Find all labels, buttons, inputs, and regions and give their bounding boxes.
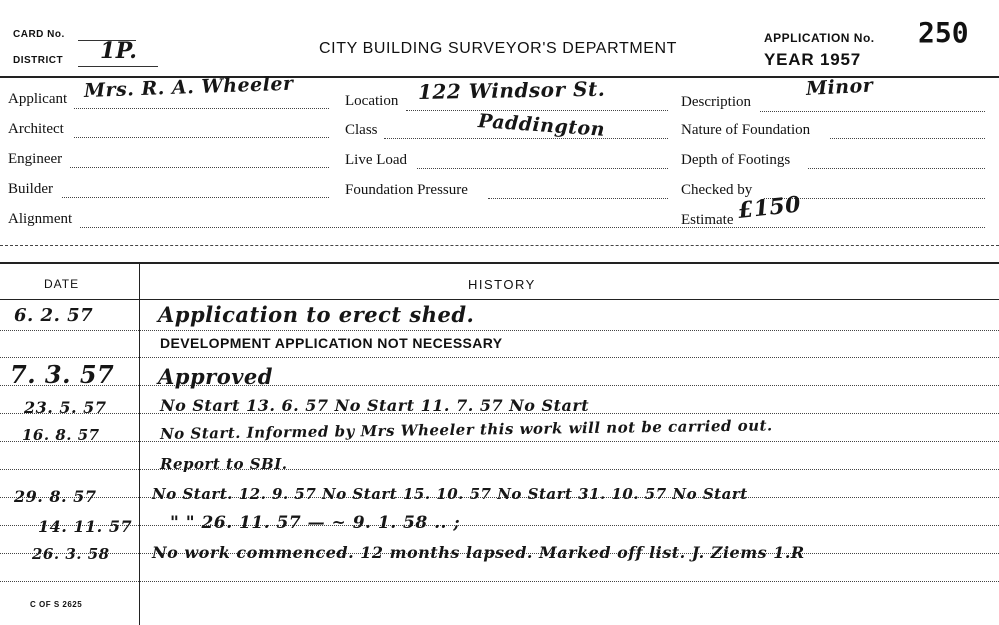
ruled-line: [0, 357, 999, 358]
foundation-pressure-line: [488, 198, 668, 199]
history-row-date: 16. 8. 57: [22, 426, 100, 444]
department-title: CITY BUILDING SURVEYOR'S DEPARTMENT: [319, 40, 678, 57]
ruled-line: [0, 441, 999, 442]
location-line: [406, 110, 668, 111]
application-number: 250: [918, 16, 969, 49]
ruled-line: [0, 581, 999, 582]
history-row-date: 23. 5. 57: [24, 398, 107, 417]
history-row-date: 6. 2. 57: [14, 305, 94, 326]
history-row-text: No Start. Informed by Mrs Wheeler this work will not be carried out.: [159, 416, 773, 443]
live-load-label: Live Load: [345, 152, 408, 168]
estimate-label: Estimate: [681, 212, 734, 228]
history-row-date: 14. 11. 57: [38, 517, 133, 536]
history-column-header: HISTORY: [468, 277, 536, 292]
nature-of-foundation-line: [830, 138, 985, 139]
ruled-line: [0, 330, 999, 331]
history-top-rule: [0, 262, 999, 264]
history-row-date: 29. 8. 57: [14, 487, 97, 506]
history-row-text: " " 26. 11. 57 — ~ 9. 1. 58 .. ;: [170, 513, 461, 533]
ruled-line: [0, 469, 999, 470]
live-load-line: [417, 168, 668, 169]
architect-line: [74, 137, 329, 138]
ruled-line: [0, 525, 999, 526]
district-label: DISTRICT: [13, 55, 64, 66]
date-column-divider: [139, 264, 140, 625]
history-row-date: 7. 3. 57: [10, 360, 115, 389]
history-row-text: Report to SBI.: [160, 455, 288, 473]
application-number-label: APPLICATION No.: [764, 31, 875, 45]
nature-of-foundation-label: Nature of Foundation: [681, 122, 811, 138]
history-row-text: Approved: [158, 364, 273, 389]
history-header-rule: [0, 299, 999, 300]
description-line: [760, 111, 985, 112]
depth-of-footings-line: [808, 168, 985, 169]
builder-label: Builder: [8, 181, 53, 197]
class-line: [384, 138, 668, 139]
district-value: 1P.: [100, 38, 138, 64]
depth-of-footings-label: Depth of Footings: [681, 152, 791, 168]
date-column-header: DATE: [44, 277, 80, 291]
checked-by-label: Checked by: [681, 182, 753, 198]
applicant-line: [74, 108, 329, 109]
history-row-text: No Start 13. 6. 57 No Start 11. 7. 57 No Start: [160, 396, 590, 415]
location-label: Location: [345, 93, 399, 109]
class-label: Class: [345, 122, 378, 138]
engineer-label: Engineer: [8, 151, 63, 167]
location-value: 122 Windsor St.: [417, 76, 606, 104]
alignment-line: [80, 227, 985, 228]
foundation-pressure-label: Foundation Pressure: [345, 182, 468, 198]
history-row-text: No work commenced. 12 months lapsed. Marked off list. J. Ziems 1.R: [152, 543, 805, 562]
history-row-text: Application to erect shed.: [158, 302, 475, 327]
description-value: Minor: [805, 74, 874, 100]
description-label: Description: [681, 94, 751, 110]
class-value: Paddington: [477, 110, 606, 141]
year-label: YEAR 1957: [764, 50, 861, 69]
engineer-line: [70, 167, 329, 168]
ruled-line: [0, 385, 999, 386]
card-no-label: CARD No.: [13, 29, 65, 40]
builder-line: [62, 197, 329, 198]
alignment-label: Alignment: [8, 211, 73, 227]
form-code: C OF S 2625: [30, 600, 83, 609]
architect-label: Architect: [8, 121, 64, 137]
district-line: [78, 66, 158, 67]
field-section-rule: [0, 245, 999, 246]
applicant-value: Mrs. R. A. Wheeler: [83, 72, 294, 102]
history-row-date: 26. 3. 58: [32, 545, 110, 563]
history-row-text: No Start. 12. 9. 57 No Start 15. 10. 57 No Start 31. 10. 57 No Start: [152, 485, 748, 503]
development-stamp: DEVELOPMENT APPLICATION NOT NECESSARY: [160, 335, 503, 351]
applicant-label: Applicant: [8, 91, 68, 107]
estimate-value: £150: [736, 191, 803, 224]
